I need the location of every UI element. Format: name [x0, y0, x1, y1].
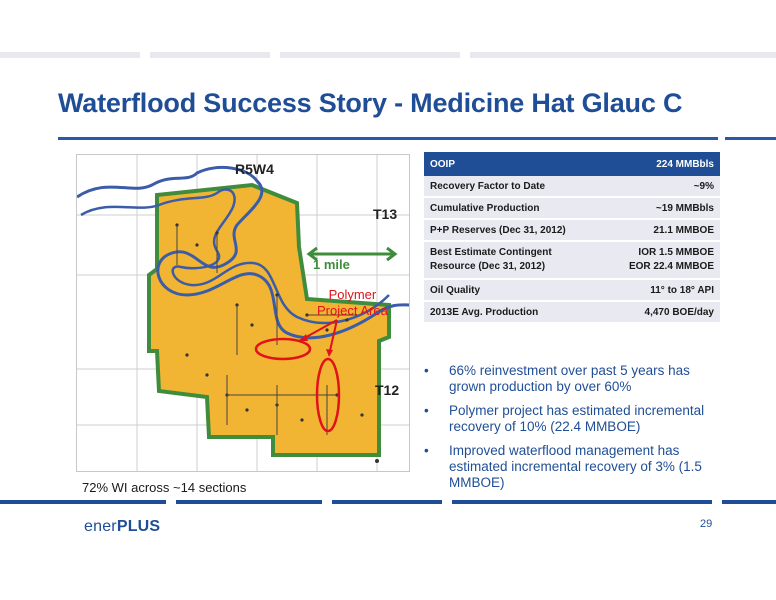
- field-map: [76, 154, 410, 472]
- row-label: [424, 241, 603, 279]
- top-decor-band: [0, 0, 776, 84]
- title-underline: [58, 137, 718, 140]
- footer-segment: [176, 500, 322, 504]
- table-row: [424, 301, 720, 323]
- polymer-label-line1: Polymer: [328, 287, 377, 302]
- list-item: [422, 363, 722, 395]
- table-header-value: 224 MMBbls: [603, 152, 720, 176]
- page-number: 29: [700, 518, 713, 530]
- row-value: [603, 241, 720, 279]
- township-lower-label: T12: [375, 382, 400, 398]
- top-decor-segment: [150, 52, 270, 58]
- footer-segment: [332, 500, 442, 504]
- row-label-line1: Best Estimate Contingent: [430, 247, 552, 258]
- polymer-label: [317, 287, 388, 319]
- list-item-text: Improved waterflood management has estimated incremental recovery of 3% (1.5 MMBOE): [449, 443, 702, 490]
- logo-part1: ener: [84, 518, 117, 535]
- table-row: [424, 176, 720, 197]
- bullet-icon: •: [424, 363, 429, 378]
- logo-part2: PLUS: [116, 518, 161, 535]
- field-area: [149, 185, 389, 455]
- row-label: 2013E Avg. Production: [424, 301, 603, 323]
- row-label: P+P Reserves (Dec 31, 2012): [424, 219, 603, 241]
- table-row: [424, 219, 720, 241]
- row-label-line2: Resource (Dec 31, 2012): [430, 261, 546, 272]
- township-upper-label: T13: [373, 206, 398, 222]
- list-item-text: 66% reinvestment over past 5 years has grown production by over 60%: [449, 363, 690, 394]
- list-item: [422, 403, 722, 435]
- top-decor-segment: [0, 52, 140, 58]
- table-row: [424, 197, 720, 219]
- slide-title: Waterflood Success Story - Medicine Hat Glauc C: [58, 88, 683, 118]
- top-decor-segment: [280, 52, 460, 58]
- table-header-row: [424, 152, 720, 176]
- company-logo: [84, 518, 160, 536]
- footer-segment: [452, 500, 712, 504]
- footer-segment: [722, 500, 776, 504]
- row-label: Oil Quality: [424, 279, 603, 301]
- map-caption: 72% WI across ~14 sections: [82, 480, 247, 495]
- row-value: 4,470 BOE/day: [603, 301, 720, 323]
- table-row: [424, 279, 720, 301]
- top-decor-segment: [470, 52, 776, 58]
- key-points-list: [422, 363, 722, 499]
- field-stats-table: [424, 152, 720, 324]
- bullet-icon: •: [424, 403, 429, 418]
- list-item-text: Polymer project has estimated incremental recovery of 10% (22.4 MMBOE): [449, 403, 705, 434]
- row-label: Recovery Factor to Date: [424, 176, 603, 197]
- row-label: Cumulative Production: [424, 197, 603, 219]
- row-value: 21.1 MMBOE: [603, 219, 720, 241]
- footer-band: [0, 500, 776, 510]
- row-value-line1: IOR 1.5 MMBOE: [638, 247, 714, 258]
- footer-segment: [0, 500, 166, 504]
- bullet-icon: •: [424, 443, 429, 458]
- range-label: R5W4: [235, 161, 274, 177]
- table-row: [424, 241, 720, 279]
- title-underline-tail: [725, 137, 776, 140]
- row-value: ~19 MMBbls: [603, 197, 720, 219]
- row-value-line2: EOR 22.4 MMBOE: [628, 261, 714, 272]
- scale-label: 1 mile: [313, 257, 350, 272]
- table-header-label: OOIP: [424, 152, 603, 176]
- row-value: ~9%: [603, 176, 720, 197]
- row-value: 11° to 18° API: [603, 279, 720, 301]
- polymer-label-line2: Project Area: [317, 303, 388, 318]
- list-item: [422, 443, 722, 491]
